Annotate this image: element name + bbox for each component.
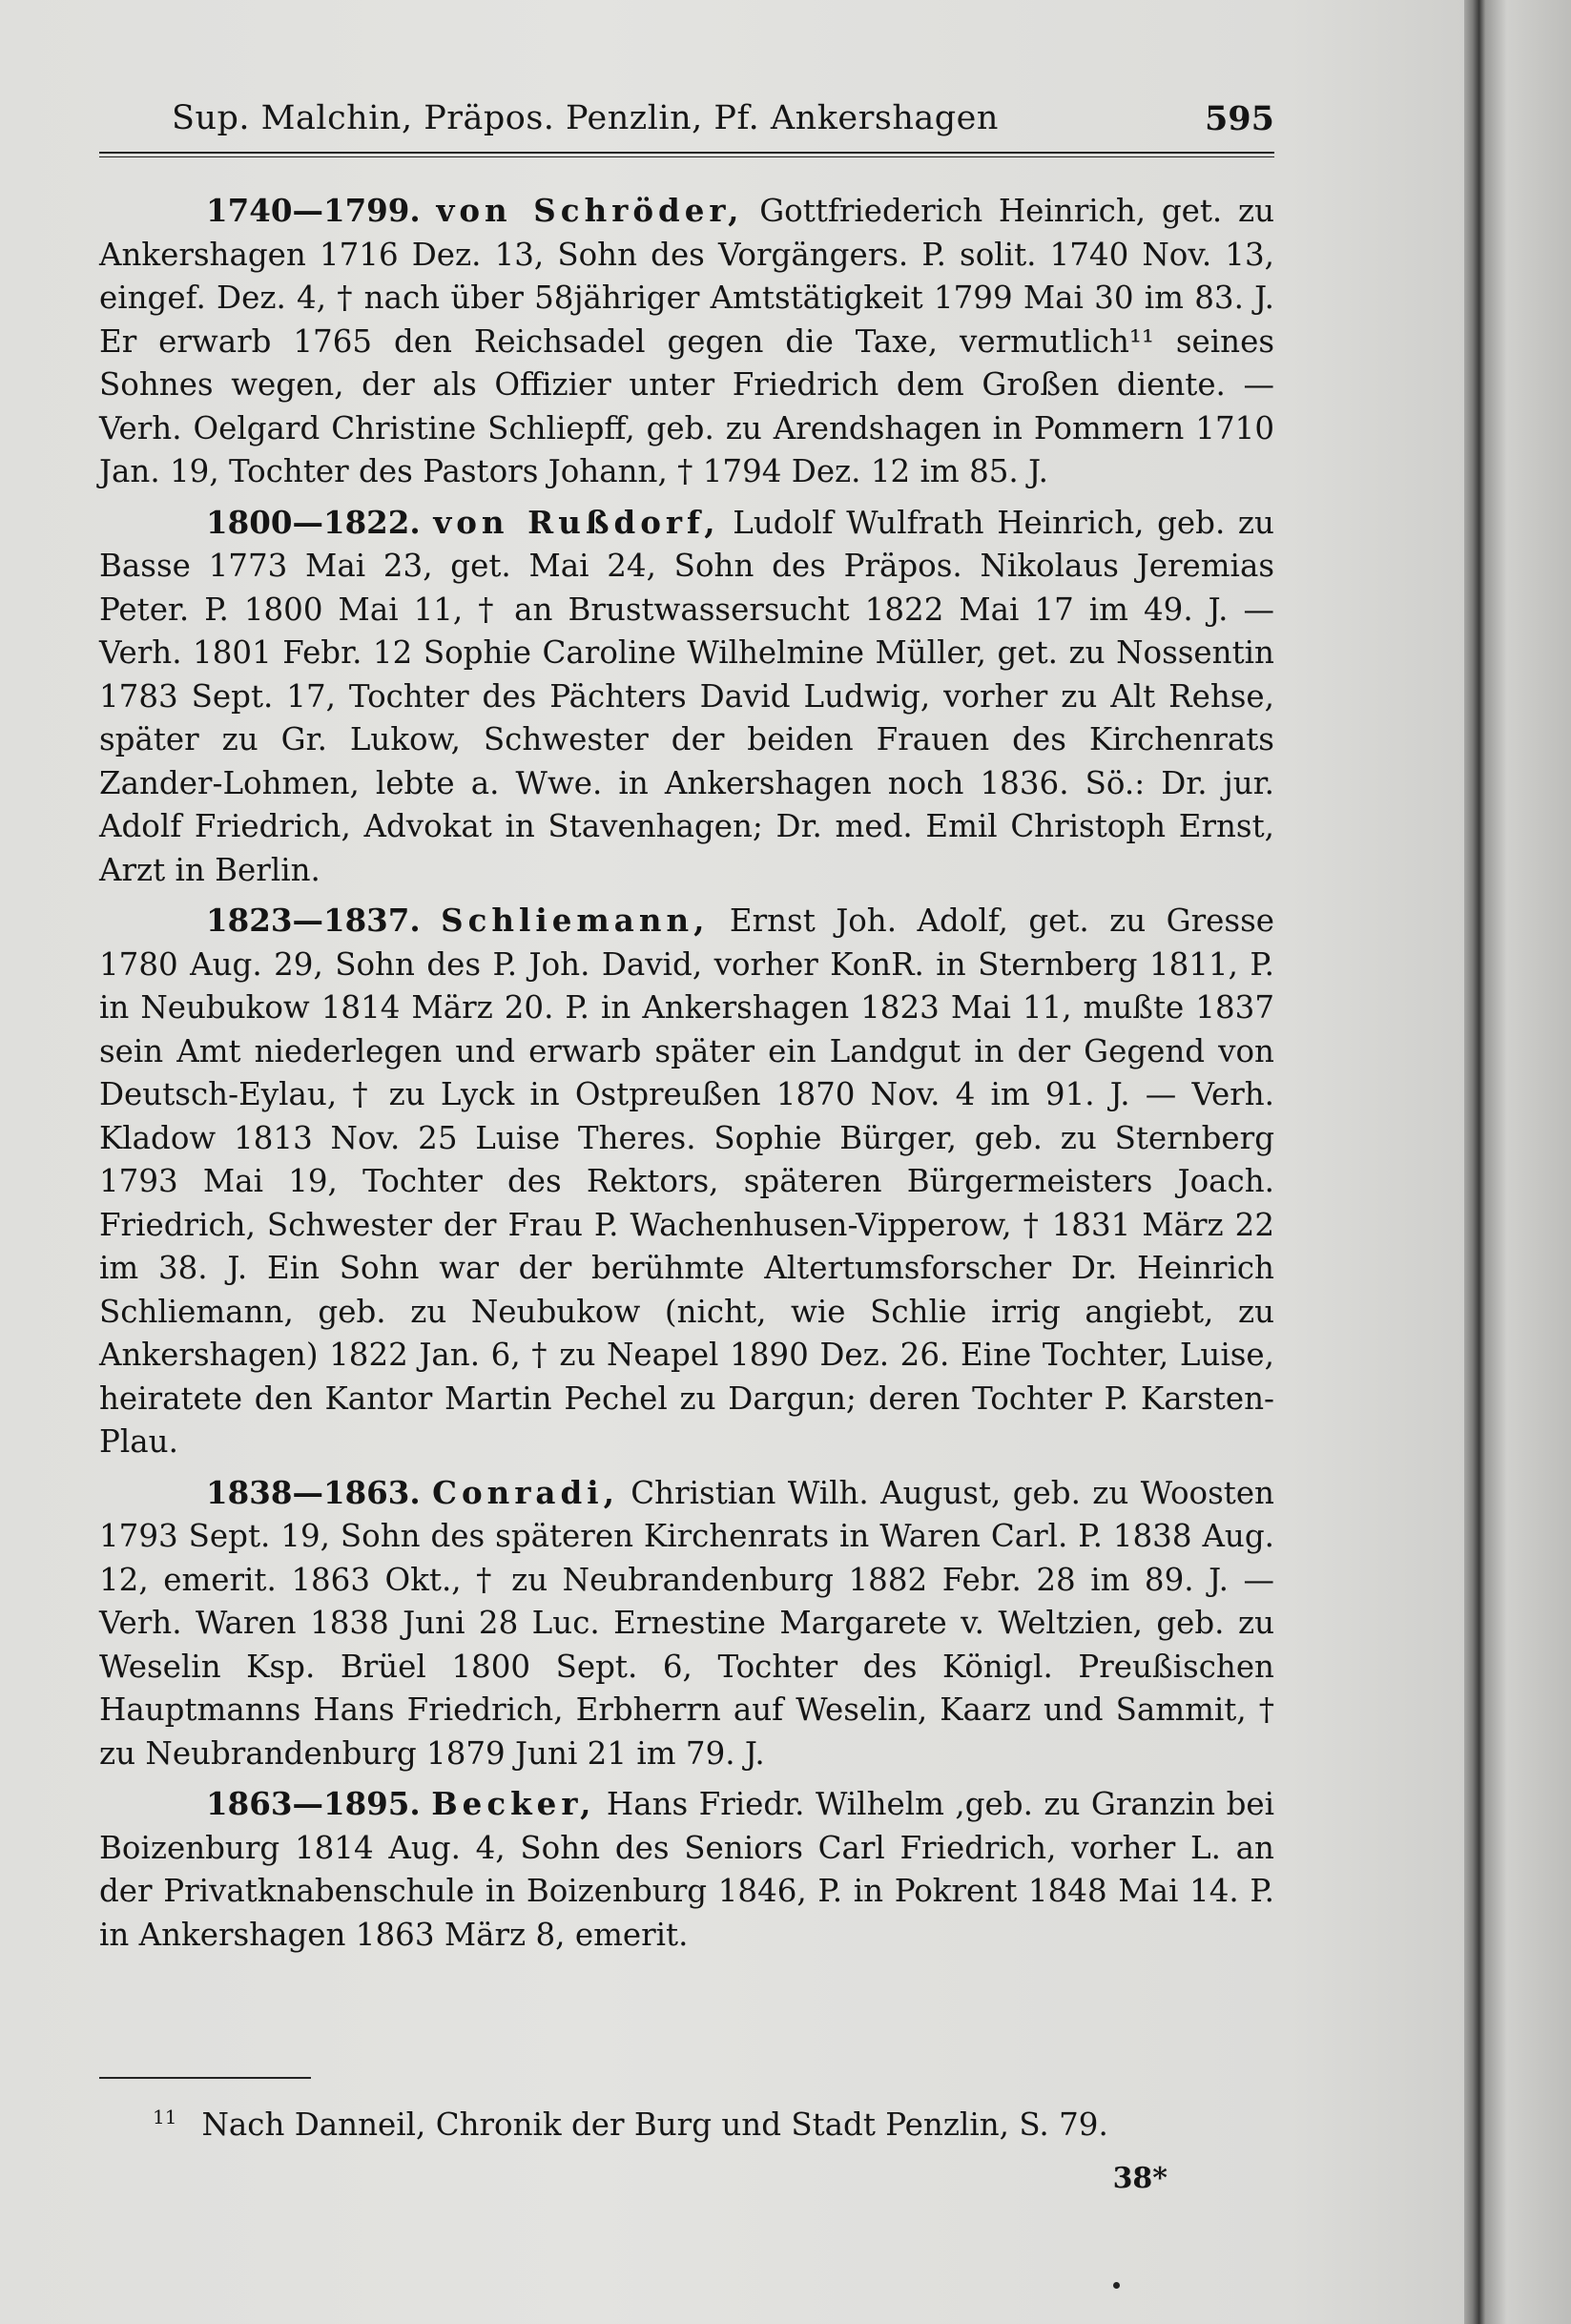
footnote-marker: 11 bbox=[153, 2106, 177, 2128]
entry-name: Becker, bbox=[431, 1785, 596, 1822]
footnote-text: Nach Danneil, Chronik der Burg und Stadt Penzlin, S. 79. bbox=[201, 2106, 1108, 2143]
entry-years: 1823—1837. bbox=[206, 902, 421, 939]
book-binding-edge bbox=[1464, 0, 1571, 2324]
entry-text: Ludolf Wulfrath Heinrich, geb. zu Basse 1773 Mai 23, get. Mai 24, Sohn des Präpos. Nikolaus Jeremias Peter. P. 1800 Mai 11, † an Brustwassersucht 1822 Mai 17 im 49. J. — Verh. 1801 Febr. 12 Sophie Caroline Wilhelmine Müller, get. zu Nossentin 1783 Sept. 17, Tochter des Pächters David Ludwig, vorher zu Alt Rehse, später zu Gr. Lukow, Schwester der beiden Frauen des Kirchenrats Zander-Lohmen, lebte a. Wwe. in Ankershagen noch 1836. Sö.: Dr. jur. Adolf Friedrich, Advokat in Stavenhagen; Dr. med. Emil Christoph Ernst, Arzt in Berlin. bbox=[99, 504, 1274, 888]
pastor-entry bbox=[99, 899, 1274, 1464]
entry-years: 1863—1895. bbox=[206, 1785, 421, 1822]
entry-name: Conradi, bbox=[432, 1473, 619, 1511]
footnote-rule bbox=[99, 2077, 311, 2079]
signature-mark: 38* bbox=[1112, 2162, 1168, 2195]
entry-years: 1800—1822. bbox=[206, 503, 421, 541]
entry-text: Christian Wilh. August, geb. zu Woosten 1793 Sept. 19, Sohn des späteren Kirchenrats in Waren Carl. P. 1838 Aug. 12, emerit. 1863 Okt., † zu Neubrandenburg 1882 Febr. 28 im 89. J. — Verh. Waren 1838 Juni 28 Luc. Ernestine Margarete v. Weltzien, geb. zu Weselin Ksp. Brüel 1800 Sept. 6, Tochter des Königl. Preußischen Hauptmanns Hans Friedrich, Erbherrn auf Weselin, Kaarz und Sammit, † zu Neubrandenburg 1879 Juni 21 im 79. J. bbox=[99, 1474, 1274, 1772]
entry-text: Hans Friedr. Wilhelm ,geb. zu Granzin bei Boizenburg 1814 Aug. 4, Sohn des Seniors Carl Friedrich, vorher L. an der Privatknabenschule in Boizenburg 1846, P. in Pokrent 1848 Mai 14. P. in Ankershagen 1863 März 8, emerit. bbox=[99, 1786, 1274, 1953]
page-number: 595 bbox=[1204, 99, 1274, 138]
body-text bbox=[99, 189, 1274, 1963]
pastor-entry bbox=[99, 189, 1274, 494]
entry-text: Ernst Joh. Adolf, get. zu Gresse 1780 Aug. 29, Sohn des P. Joh. David, vorher KonR. in Sternberg 1811, P. in Neubukow 1814 März 20. P. in Ankershagen 1823 Mai 11, mußte 1837 sein Amt niederlegen und erwarb später ein Landgut in der Gegend von Deutsch-Eylau, † zu Lyck in Ostpreußen 1870 Nov. 4 im 91. J. — Verh. Kladow 1813 Nov. 25 Luise Theres. Sophie Bürger, geb. zu Sternberg 1793 Mai 19, Tochter des Rektors, späteren Bürgermeisters Joach. Friedrich, Schwester der Frau P. Wachenhusen-Vipperow, † 1831 März 22 im 38. J. Ein Sohn war der berühmte Altertumsforscher Dr. Heinrich Schliemann, geb. zu Neubukow (nicht, wie Schlie irrig angiebt, zu Ankershagen) 1822 Jan. 6, † zu Neapel 1890 Dez. 26. Eine Tochter, Luise, heiratete den Kantor Martin Pechel zu Dargun; deren Tochter P. Karsten-Plau. bbox=[99, 903, 1274, 1460]
entry-text: Gottfriederich Heinrich, get. zu Ankershagen 1716 Dez. 13, Sohn des Vorgängers. P. solit. 1740 Nov. 13, eingef. Dez. 4, † nach über 58jähriger Amtstätigkeit 1799 Mai 30 im 83. J. Er erwarb 1765 den Reichsadel gegen die Taxe, vermutlich¹¹ seines Sohnes wegen, der als Offizier unter Friedrich dem Großen diente. — Verh. Oelgard Christine Schliepff, geb. zu Arendshagen in Pommern 1710 Jan. 19, Tochter des Pastors Johann, † 1794 Dez. 12 im 85. J. bbox=[99, 193, 1274, 489]
pastor-entry bbox=[99, 1471, 1274, 1776]
entry-name: Schliemann, bbox=[441, 902, 710, 939]
entry-years: 1838—1863. bbox=[206, 1473, 421, 1511]
entry-years: 1740—1799. bbox=[206, 192, 421, 229]
paper-speck bbox=[1113, 2282, 1120, 2289]
entry-name: von Rußdorf, bbox=[433, 503, 720, 541]
pastor-entry bbox=[99, 501, 1274, 893]
pastor-entry bbox=[99, 1782, 1274, 1957]
page-header bbox=[99, 95, 1274, 145]
running-head: Sup. Malchin, Präpos. Penzlin, Pf. Ankershagen bbox=[172, 99, 999, 137]
entry-name: von Schröder, bbox=[436, 192, 744, 229]
footnote bbox=[153, 2095, 1274, 2147]
header-rule bbox=[99, 152, 1274, 157]
